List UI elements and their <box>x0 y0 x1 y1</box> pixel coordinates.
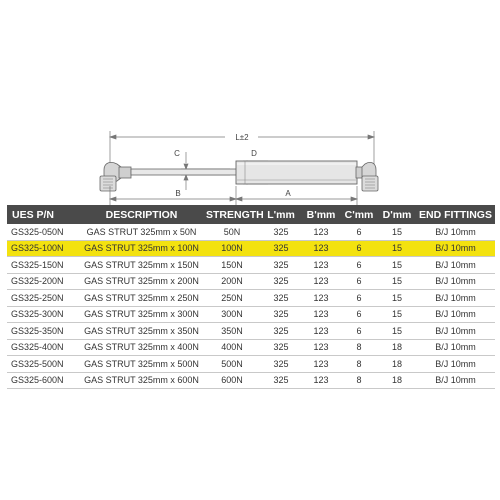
cell-end-fittings: B/J 10mm <box>416 339 495 356</box>
table-row <box>7 323 495 340</box>
cell-b-mm: 123 <box>302 273 340 290</box>
cell-end-fittings: B/J 10mm <box>416 240 495 257</box>
cell-d-mm: 15 <box>378 273 416 290</box>
cell-strength: 100N <box>204 240 260 257</box>
cell-l-mm: 325 <box>260 257 302 274</box>
cell-strength: 500N <box>204 356 260 373</box>
cell-c-mm: 6 <box>340 290 378 307</box>
cell-part-number: GS325-300N <box>7 306 79 323</box>
cell-part-number: GS325-200N <box>7 273 79 290</box>
cell-end-fittings: B/J 10mm <box>416 257 495 274</box>
cell-l-mm: 325 <box>260 306 302 323</box>
gas-strut-diagram <box>0 0 500 205</box>
cell-l-mm: 325 <box>260 290 302 307</box>
cell-l-mm: 325 <box>260 356 302 373</box>
cell-b-mm: 123 <box>302 372 340 389</box>
cell-b-mm: 123 <box>302 339 340 356</box>
cell-description: GAS STRUT 325mm x 500N <box>79 356 204 373</box>
cell-description: GAS STRUT 325mm x 150N <box>79 257 204 274</box>
header-c-mm: C'mm <box>340 205 378 224</box>
cell-b-mm: 123 <box>302 306 340 323</box>
cell-description: GAS STRUT 325mm x 50N <box>79 224 204 240</box>
cell-part-number: GS325-600N <box>7 372 79 389</box>
table-row <box>7 290 495 307</box>
cell-b-mm: 123 <box>302 323 340 340</box>
cell-end-fittings: B/J 10mm <box>416 290 495 307</box>
cell-d-mm: 18 <box>378 372 416 389</box>
header-part-number: UES P/N <box>7 205 79 224</box>
cell-d-mm: 15 <box>378 257 416 274</box>
cell-strength: 300N <box>204 306 260 323</box>
cell-d-mm: 15 <box>378 290 416 307</box>
header-description: DESCRIPTION <box>79 205 204 224</box>
cell-part-number: GS325-250N <box>7 290 79 307</box>
cell-description: GAS STRUT 325mm x 250N <box>79 290 204 307</box>
header-d-mm: D'mm <box>378 205 416 224</box>
cell-c-mm: 8 <box>340 372 378 389</box>
cell-description: GAS STRUT 325mm x 200N <box>79 273 204 290</box>
cell-strength: 250N <box>204 290 260 307</box>
header-strength: STRENGTH <box>204 205 260 224</box>
table-row <box>7 273 495 290</box>
cell-part-number: GS325-500N <box>7 356 79 373</box>
dimension-d-label: D <box>251 149 257 158</box>
cell-strength: 600N <box>204 372 260 389</box>
cell-b-mm: 123 <box>302 290 340 307</box>
table-row <box>7 339 495 356</box>
cell-c-mm: 6 <box>340 224 378 240</box>
cell-b-mm: 123 <box>302 257 340 274</box>
table-header-row <box>7 205 495 224</box>
header-l-mm: L'mm <box>260 205 302 224</box>
cell-l-mm: 325 <box>260 273 302 290</box>
cell-end-fittings: B/J 10mm <box>416 356 495 373</box>
cell-part-number: GS325-050N <box>7 224 79 240</box>
cell-end-fittings: B/J 10mm <box>416 323 495 340</box>
cell-part-number: GS325-100N <box>7 240 79 257</box>
cell-part-number: GS325-150N <box>7 257 79 274</box>
cell-d-mm: 18 <box>378 339 416 356</box>
header-end-fittings: END FITTINGS <box>416 205 495 224</box>
cell-strength: 400N <box>204 339 260 356</box>
cell-description: GAS STRUT 325mm x 350N <box>79 323 204 340</box>
dimension-a-label: A <box>285 189 291 198</box>
cell-description: GAS STRUT 325mm x 600N <box>79 372 204 389</box>
table-row <box>7 240 495 257</box>
cell-l-mm: 325 <box>260 339 302 356</box>
cell-description: GAS STRUT 325mm x 100N <box>79 240 204 257</box>
cell-strength: 200N <box>204 273 260 290</box>
spec-table <box>7 205 495 389</box>
dimension-b-label: B <box>175 189 181 198</box>
cell-c-mm: 6 <box>340 306 378 323</box>
cell-b-mm: 123 <box>302 240 340 257</box>
cell-c-mm: 6 <box>340 273 378 290</box>
gas-strut <box>100 161 378 191</box>
cell-end-fittings: B/J 10mm <box>416 372 495 389</box>
cell-c-mm: 6 <box>340 323 378 340</box>
dimension-b-a <box>110 186 357 205</box>
table-body <box>7 224 495 389</box>
header-b-mm: B'mm <box>302 205 340 224</box>
cell-l-mm: 325 <box>260 224 302 240</box>
dimension-c-label: C <box>174 149 180 158</box>
cell-description: GAS STRUT 325mm x 300N <box>79 306 204 323</box>
cell-description: GAS STRUT 325mm x 400N <box>79 339 204 356</box>
cell-d-mm: 15 <box>378 323 416 340</box>
cell-end-fittings: B/J 10mm <box>416 273 495 290</box>
cell-l-mm: 325 <box>260 323 302 340</box>
cell-l-mm: 325 <box>260 372 302 389</box>
table-row <box>7 224 495 240</box>
cell-d-mm: 18 <box>378 356 416 373</box>
cell-b-mm: 123 <box>302 224 340 240</box>
cell-strength: 350N <box>204 323 260 340</box>
cell-part-number: GS325-350N <box>7 323 79 340</box>
table-row <box>7 257 495 274</box>
cell-d-mm: 15 <box>378 240 416 257</box>
cell-c-mm: 6 <box>340 240 378 257</box>
cell-strength: 150N <box>204 257 260 274</box>
cell-c-mm: 6 <box>340 257 378 274</box>
cell-part-number: GS325-400N <box>7 339 79 356</box>
cell-c-mm: 8 <box>340 356 378 373</box>
table-row <box>7 306 495 323</box>
cell-end-fittings: B/J 10mm <box>416 224 495 240</box>
cell-b-mm: 123 <box>302 356 340 373</box>
cell-end-fittings: B/J 10mm <box>416 306 495 323</box>
cell-c-mm: 8 <box>340 339 378 356</box>
cell-d-mm: 15 <box>378 224 416 240</box>
dimension-l-label: L±2 <box>235 133 249 142</box>
table-row <box>7 372 495 389</box>
cell-d-mm: 15 <box>378 306 416 323</box>
cell-strength: 50N <box>204 224 260 240</box>
table-row <box>7 356 495 373</box>
cell-l-mm: 325 <box>260 240 302 257</box>
